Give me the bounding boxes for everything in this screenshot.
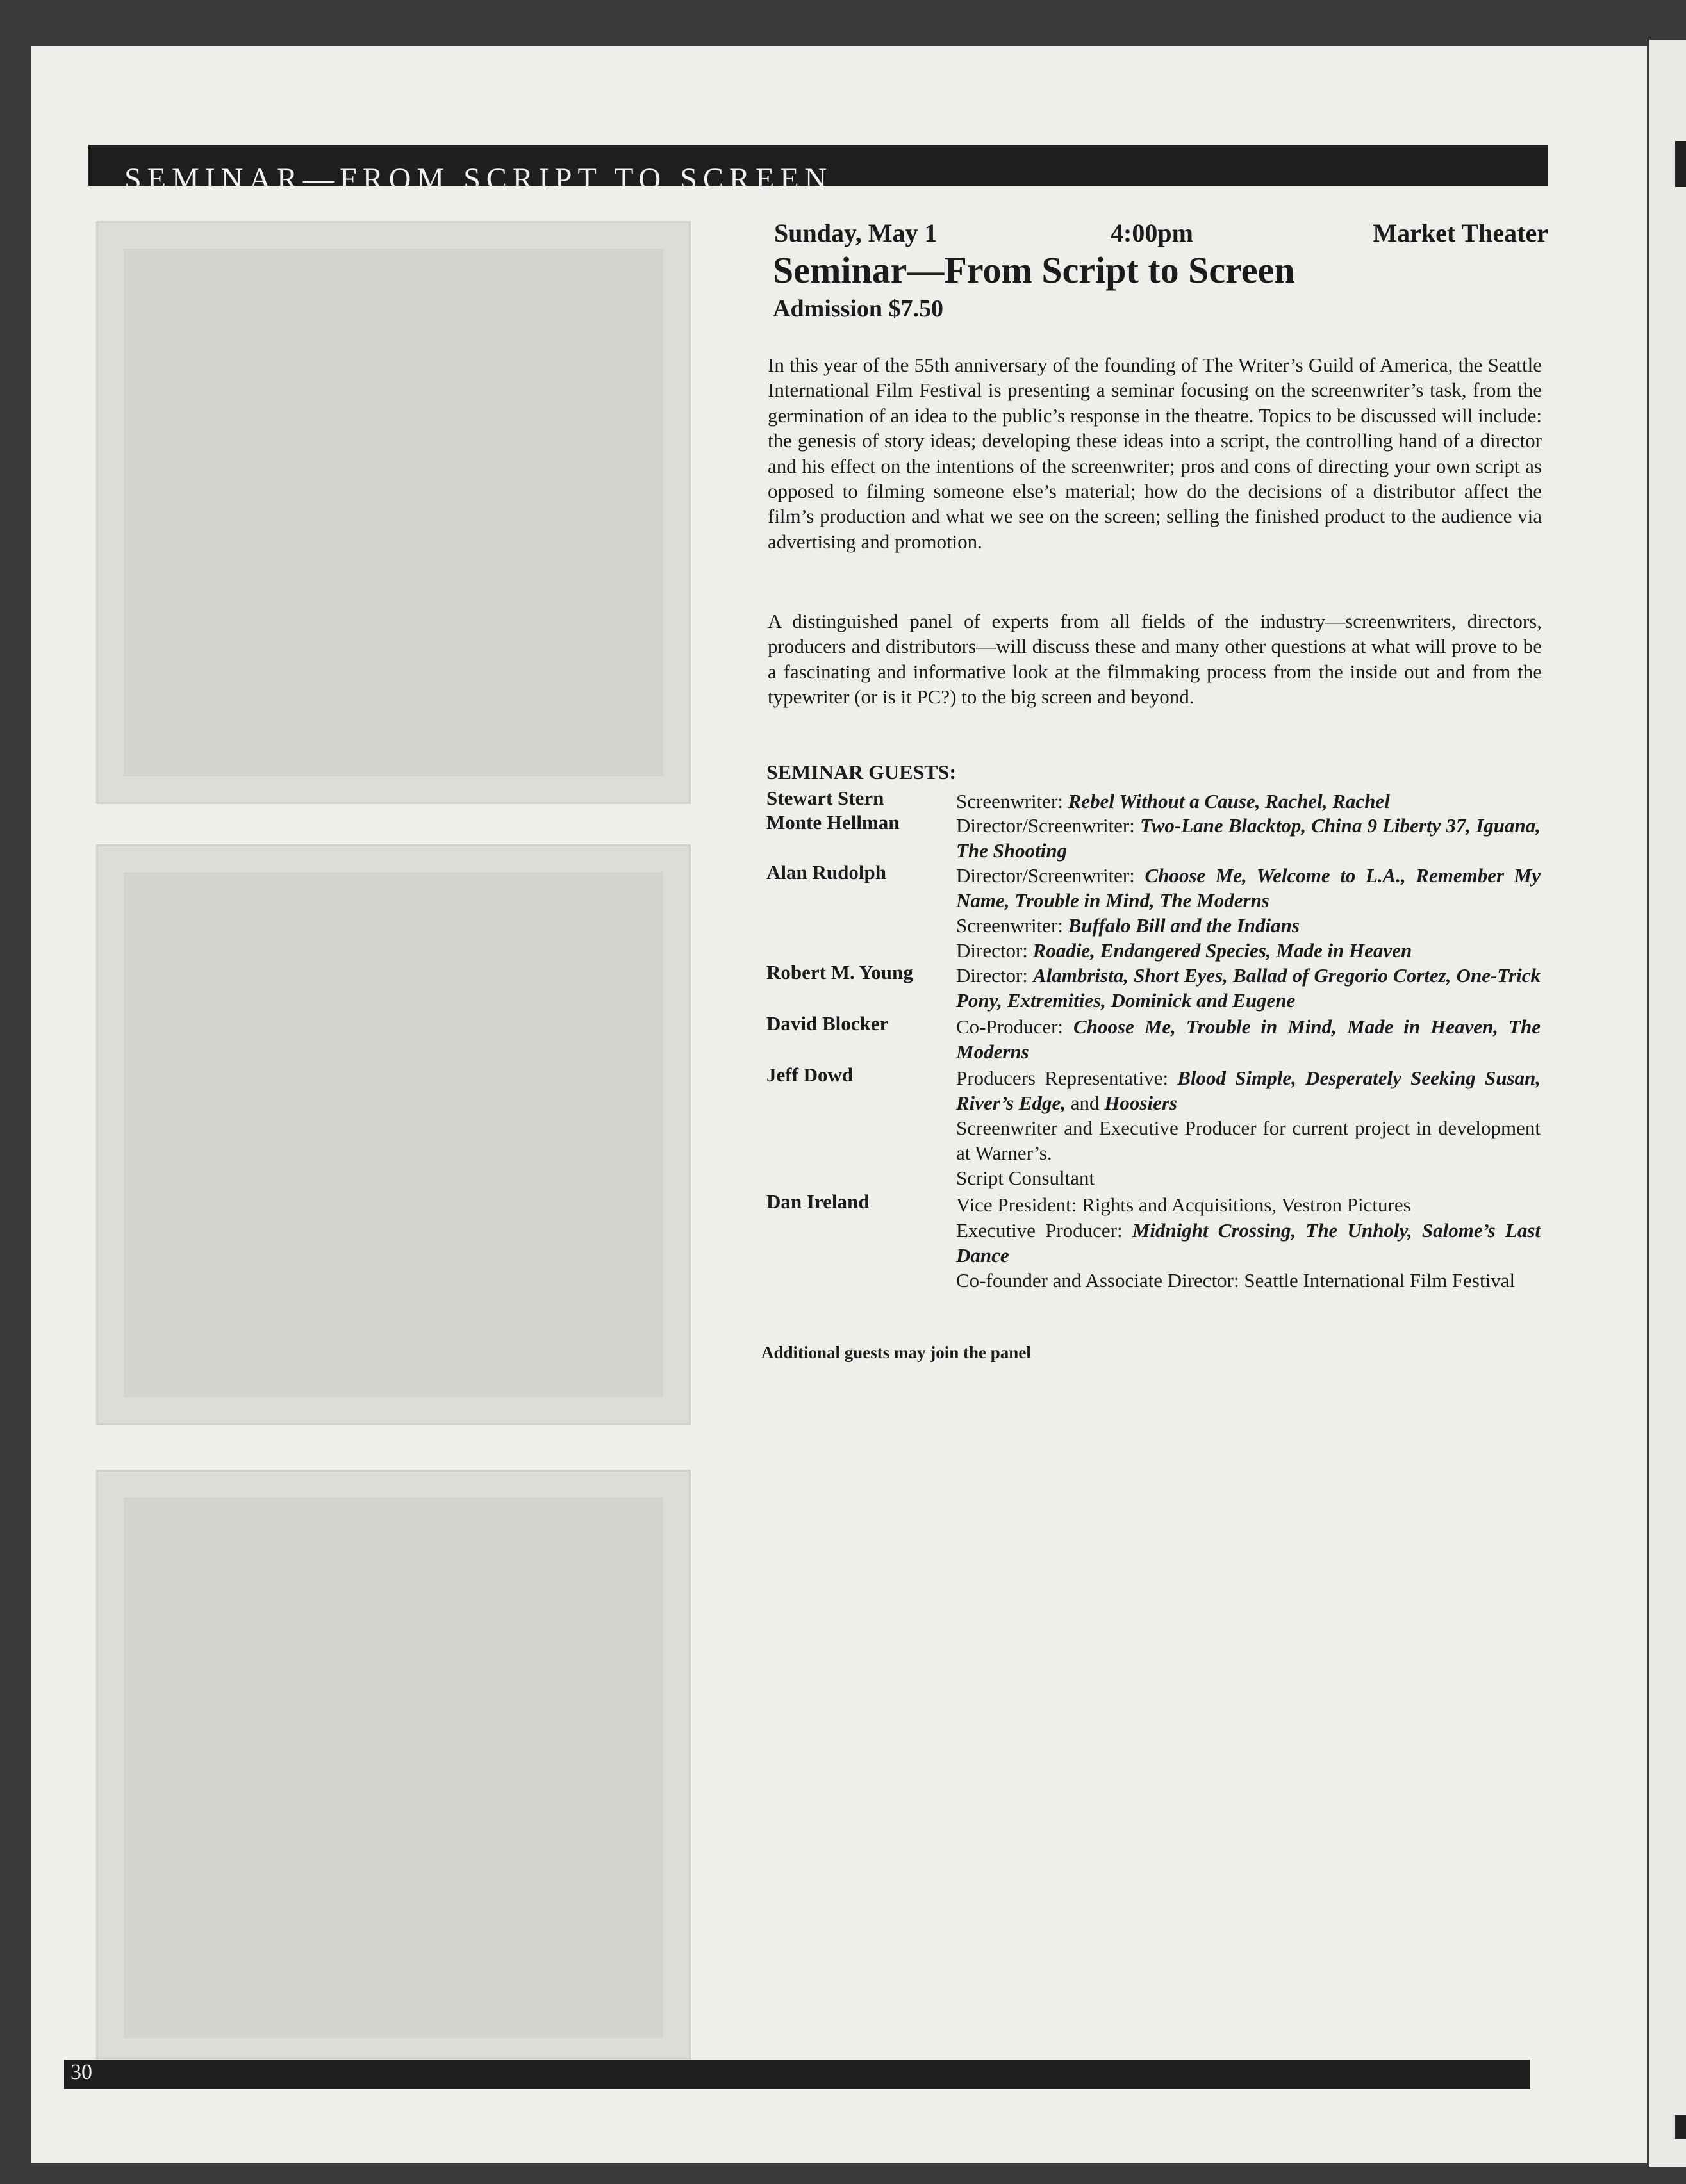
- guest-credit: Screenwriter: Buffalo Bill and the Indians: [956, 914, 1300, 937]
- guests-heading: SEMINAR GUESTS:: [766, 760, 957, 784]
- event-date: Sunday, May 1: [774, 218, 938, 247]
- guest-credit: Co-Producer: Choose Me, Trouble in Mind, Made in Heaven, The Moderns: [956, 1015, 1541, 1063]
- guest-credit: Screenwriter: Rebel Without a Cause, Rachel, Rachel: [956, 790, 1390, 812]
- admission-price: Admission $7.50: [773, 295, 944, 322]
- photo-bottom: [96, 1470, 691, 2065]
- photo-middle: [96, 844, 691, 1425]
- guest-credit: Script Consultant: [956, 1167, 1095, 1189]
- guest-credit: Executive Producer: Midnight Crossing, The Unholy, Salome’s Last Dance: [956, 1219, 1541, 1267]
- seminar-title: Seminar—From Script to Screen: [773, 249, 1295, 291]
- guest-credit: Director: Alambrista, Short Eyes, Ballad of Gregorio Cortez, One-Trick Pony, Extremities, Dominick and Eugene: [956, 964, 1541, 1012]
- intro-paragraph: In this year of the 55th anniversary of the founding of The Writer’s Guild of America, the Seattle International Film Festival is presenting a seminar focusing on the screenwriter’s task, from the germination of an idea to the public’s response in the theatre. Topics to be discussed will include: the genesis of story ideas; developing these ideas into a script, the controlling hand of a director and his effect on the intentions of the screenwriter; pros and cons of directing your own script as opposed to filming someone else’s material; how do the decisions of a distributor affect the film’s production and what we see on the screen; selling the finished product to the audience via advertising and promotion.: [768, 354, 1542, 553]
- guest-credit: Director: Roadie, Endangered Species, Made in Heaven: [956, 939, 1412, 962]
- guest-credit: Producers Representative: Blood Simple, Desperately Seeking Susan, River’s Edge, and Hoosiers: [956, 1067, 1541, 1114]
- guest-credit: Director/Screenwriter: Two-Lane Blacktop, China 9 Liberty 37, Iguana, The Shooting: [956, 814, 1541, 862]
- section-title: SEMINAR—FROM SCRIPT TO SCREEN: [124, 162, 833, 196]
- event-info-row: [774, 218, 1548, 251]
- guest-name: Jeff Dowd: [766, 1063, 854, 1086]
- guest-name: Alan Rudolph: [766, 861, 886, 883]
- photo-top: [96, 221, 691, 804]
- guest-credit: Screenwriter and Executive Producer for current project in development at Warner’s.: [956, 1117, 1541, 1164]
- guest-name: Dan Ireland: [766, 1190, 870, 1213]
- event-venue: Market Theater: [1373, 218, 1548, 247]
- event-time: 4:00pm: [1111, 218, 1193, 247]
- guest-credit: Vice President: Rights and Acquisitions, Vestron Pictures: [956, 1194, 1411, 1216]
- additional-guests-note: Additional guests may join the panel: [761, 1343, 1031, 1362]
- guest-name: Robert M. Young: [766, 961, 913, 983]
- guest-name: David Blocker: [766, 1012, 889, 1035]
- page-number: 30: [70, 2060, 92, 2084]
- guest-credit: Co-founder and Associate Director: Seattle International Film Festival: [956, 1269, 1516, 1292]
- section-header-bar: [88, 145, 1548, 196]
- panel-paragraph: A distinguished panel of experts from all fields of the industry—screenwriters, directors, producers and distributors—will discuss these and many other questions at what will prove to be a fascinating and informative look at the filmmaking process from the inside out and from the typewriter (or is it PC?) to the big screen and beyond.: [768, 610, 1542, 709]
- adjacent-page-edge: [1649, 40, 1686, 2167]
- guest-name: Monte Hellman: [766, 811, 900, 833]
- guest-name: Stewart Stern: [766, 787, 884, 809]
- guest-credit: Director/Screenwriter: Choose Me, Welcome to L.A., Remember My Name, Trouble in Mind, The Moderns: [956, 864, 1541, 912]
- footer-bar: [64, 2060, 1530, 2089]
